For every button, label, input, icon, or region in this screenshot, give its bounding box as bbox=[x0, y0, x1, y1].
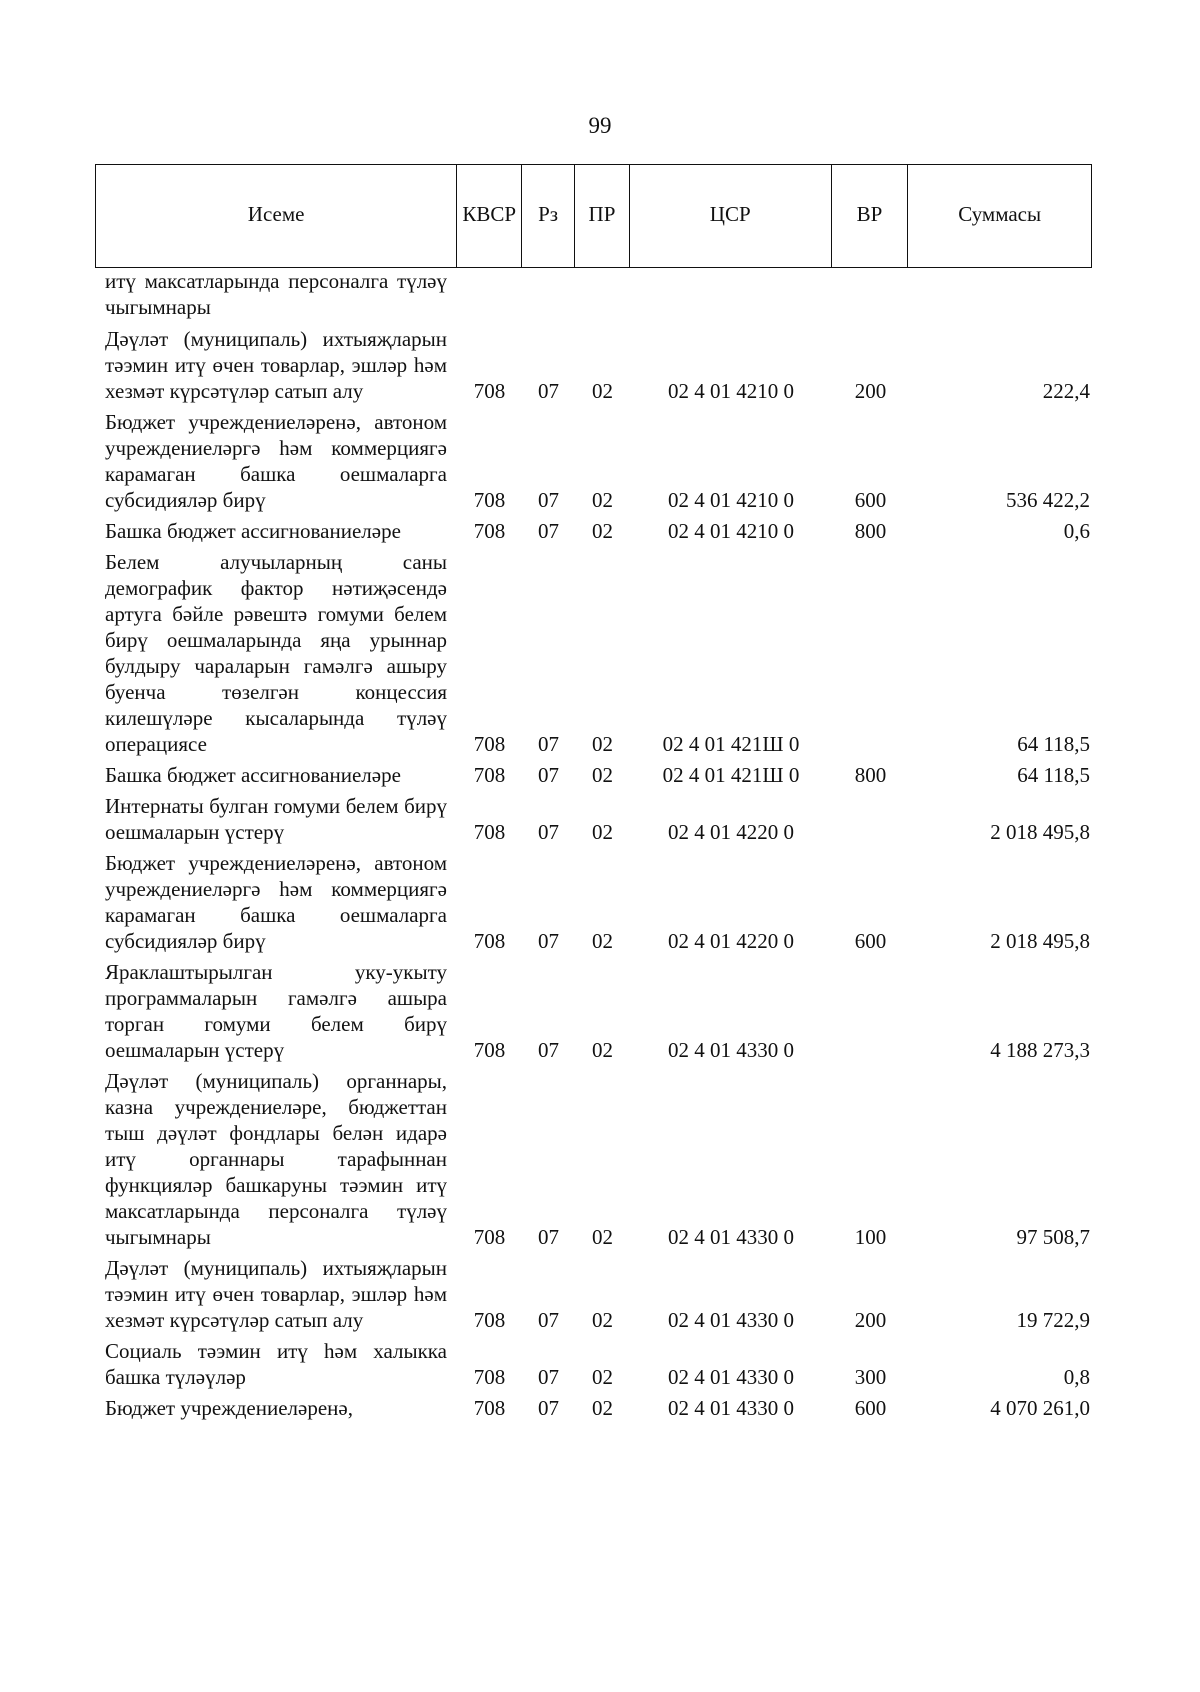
row-pr: 02 bbox=[592, 820, 613, 844]
header-rz: Рз bbox=[522, 165, 575, 267]
row-kvsr: 708 bbox=[473, 732, 506, 756]
row-rz: 07 bbox=[538, 929, 559, 953]
row-name: Бюджет учреждениеләренә, bbox=[105, 1396, 353, 1420]
table-row bbox=[95, 409, 1092, 513]
row-rz: 07 bbox=[538, 763, 559, 787]
row-kvsr: 708 bbox=[473, 1365, 506, 1389]
header-name: Исеме bbox=[96, 165, 457, 267]
header-csr: ЦСР bbox=[630, 165, 832, 267]
row-csr: 02 4 01 4330 0 bbox=[668, 1038, 794, 1062]
row-kvsr: 708 bbox=[473, 820, 506, 844]
row-vr: 200 bbox=[854, 1308, 887, 1332]
row-name: Дәүләт (муниципаль) ихтыяҗларын тәэмин итү өчен товарлар, эшләр һәм хезмәт күрсәтүләр сатып алу bbox=[105, 327, 447, 403]
table-row bbox=[95, 1068, 1092, 1250]
row-csr: 02 4 01 4330 0 bbox=[668, 1225, 794, 1249]
table-row bbox=[95, 518, 1092, 544]
row-sum: 536 422,2 bbox=[1006, 488, 1090, 512]
table-row bbox=[95, 268, 1092, 320]
row-csr: 02 4 01 4330 0 bbox=[668, 1396, 794, 1420]
row-pr: 02 bbox=[592, 763, 613, 787]
row-sum: 222,4 bbox=[1042, 379, 1090, 403]
row-rz: 07 bbox=[538, 732, 559, 756]
row-name: Дәүләт (муниципаль) органнары, казна учреждениеләре, бюджеттан тыш дәүләт фондлары белән идарә итү органнары тарафыннан функцияләр башкаруны тәэмин итү максатларында персоналга түләү чыгымнары bbox=[105, 1069, 447, 1249]
row-name: Дәүләт (муниципаль) ихтыяҗларын тәэмин итү өчен товарлар, эшләр һәм хезмәт күрсәтүләр сатып алу bbox=[105, 1256, 447, 1332]
header-sum: Суммасы bbox=[958, 202, 1042, 226]
table-row bbox=[95, 1338, 1092, 1390]
row-kvsr: 708 bbox=[473, 1396, 506, 1420]
row-rz: 07 bbox=[538, 1225, 559, 1249]
row-vr: 200 bbox=[854, 379, 887, 403]
row-csr: 02 4 01 4330 0 bbox=[668, 1308, 794, 1332]
row-csr: 02 4 01 4220 0 bbox=[668, 820, 794, 844]
row-rz: 07 bbox=[538, 519, 559, 543]
row-sum: 2 018 495,8 bbox=[990, 820, 1090, 844]
row-kvsr: 708 bbox=[473, 929, 506, 953]
table-row bbox=[95, 326, 1092, 404]
row-sum: 4 188 273,3 bbox=[990, 1038, 1090, 1062]
row-name: Белем алучыларның саны демографик фактор нәтиҗәсендә артуга бәйле рәвештә гомуми белем бирү оешмаларында яңа урыннар булдыру чараларын гамәлгә ашыру буенча төзелгән концессия килешүләре кысаларында түләү операциясе bbox=[105, 550, 447, 756]
row-kvsr: 708 bbox=[473, 1038, 506, 1062]
page-number: 99 bbox=[588, 113, 612, 138]
row-name: Бюджет учреждениеләренә, автоном учреждениеләргә һәм коммерциягә карамаган башка оешмаларга субсидияләр бирү bbox=[105, 410, 447, 512]
row-kvsr: 708 bbox=[473, 488, 506, 512]
row-pr: 02 bbox=[592, 488, 613, 512]
row-vr: 800 bbox=[854, 519, 887, 543]
row-sum: 64 118,5 bbox=[1017, 763, 1090, 787]
row-kvsr: 708 bbox=[473, 763, 506, 787]
row-csr: 02 4 01 4210 0 bbox=[668, 379, 794, 403]
row-vr: 800 bbox=[854, 763, 887, 787]
row-name: Социаль тәэмин итү һәм халыкка башка түләүләр bbox=[105, 1339, 447, 1389]
row-rz: 07 bbox=[538, 379, 559, 403]
row-csr: 02 4 01 421Ш 0 bbox=[662, 763, 800, 787]
table-row bbox=[95, 762, 1092, 788]
row-kvsr: 708 bbox=[473, 1308, 506, 1332]
row-pr: 02 bbox=[592, 379, 613, 403]
table-row bbox=[95, 1395, 1092, 1421]
table-row bbox=[95, 1255, 1092, 1333]
row-rz: 07 bbox=[538, 820, 559, 844]
table-row bbox=[95, 549, 1092, 757]
row-vr: 100 bbox=[854, 1225, 887, 1249]
table-row bbox=[95, 959, 1092, 1063]
row-rz: 07 bbox=[538, 1365, 559, 1389]
row-sum: 64 118,5 bbox=[1017, 732, 1090, 756]
row-pr: 02 bbox=[592, 732, 613, 756]
row-pr: 02 bbox=[592, 1396, 613, 1420]
row-pr: 02 bbox=[592, 929, 613, 953]
row-pr: 02 bbox=[592, 1365, 613, 1389]
row-rz: 07 bbox=[538, 1308, 559, 1332]
row-rz: 07 bbox=[538, 1396, 559, 1420]
row-vr: 600 bbox=[854, 929, 887, 953]
row-csr: 02 4 01 4210 0 bbox=[668, 488, 794, 512]
row-sum: 0,6 bbox=[1063, 519, 1090, 543]
table-row bbox=[95, 850, 1092, 954]
row-csr: 02 4 01 4330 0 bbox=[668, 1365, 794, 1389]
table-body bbox=[95, 268, 1092, 1426]
row-csr: 02 4 01 421Ш 0 bbox=[662, 732, 800, 756]
row-csr: 02 4 01 4210 0 bbox=[668, 519, 794, 543]
row-name: Башка бюджет ассигнованиеләре bbox=[105, 763, 401, 787]
header-pr: ПР bbox=[575, 165, 630, 267]
row-sum: 97 508,7 bbox=[1016, 1225, 1090, 1249]
row-name: Башка бюджет ассигнованиеләре bbox=[105, 519, 401, 543]
row-kvsr: 708 bbox=[473, 379, 506, 403]
row-vr: 300 bbox=[854, 1365, 887, 1389]
table-row bbox=[95, 793, 1092, 845]
row-sum: 0,8 bbox=[1063, 1365, 1090, 1389]
header-vr: ВР bbox=[832, 165, 909, 267]
row-csr: 02 4 01 4220 0 bbox=[668, 929, 794, 953]
row-name: Бюджет учреждениеләренә, автоном учреждениеләргә һәм коммерциягә карамаган башка оешмаларга субсидияләр бирү bbox=[105, 851, 447, 953]
row-pr: 02 bbox=[592, 1225, 613, 1249]
row-kvsr: 708 bbox=[473, 519, 506, 543]
row-rz: 07 bbox=[538, 488, 559, 512]
row-vr: 600 bbox=[854, 1396, 887, 1420]
table-header bbox=[95, 164, 1092, 268]
row-rz: 07 bbox=[538, 1038, 559, 1062]
row-sum: 19 722,9 bbox=[1016, 1308, 1090, 1332]
row-kvsr: 708 bbox=[473, 1225, 506, 1249]
row-pr: 02 bbox=[592, 519, 613, 543]
row-name: Интернаты булган гомуми белем бирү оешмаларын үстерү bbox=[105, 794, 447, 844]
row-name: Яраклаштырылган уку-укыту программаларын гамәлгә ашыра торган гомуми белем бирү оешмаларын үстерү bbox=[105, 960, 447, 1062]
row-name: итү максатларында персоналга түләү чыгымнары bbox=[105, 269, 447, 319]
row-sum: 4 070 261,0 bbox=[990, 1396, 1090, 1420]
row-vr: 600 bbox=[854, 488, 887, 512]
row-pr: 02 bbox=[592, 1308, 613, 1332]
header-kvsr: КВСР bbox=[457, 165, 522, 267]
row-sum: 2 018 495,8 bbox=[990, 929, 1090, 953]
row-pr: 02 bbox=[592, 1038, 613, 1062]
